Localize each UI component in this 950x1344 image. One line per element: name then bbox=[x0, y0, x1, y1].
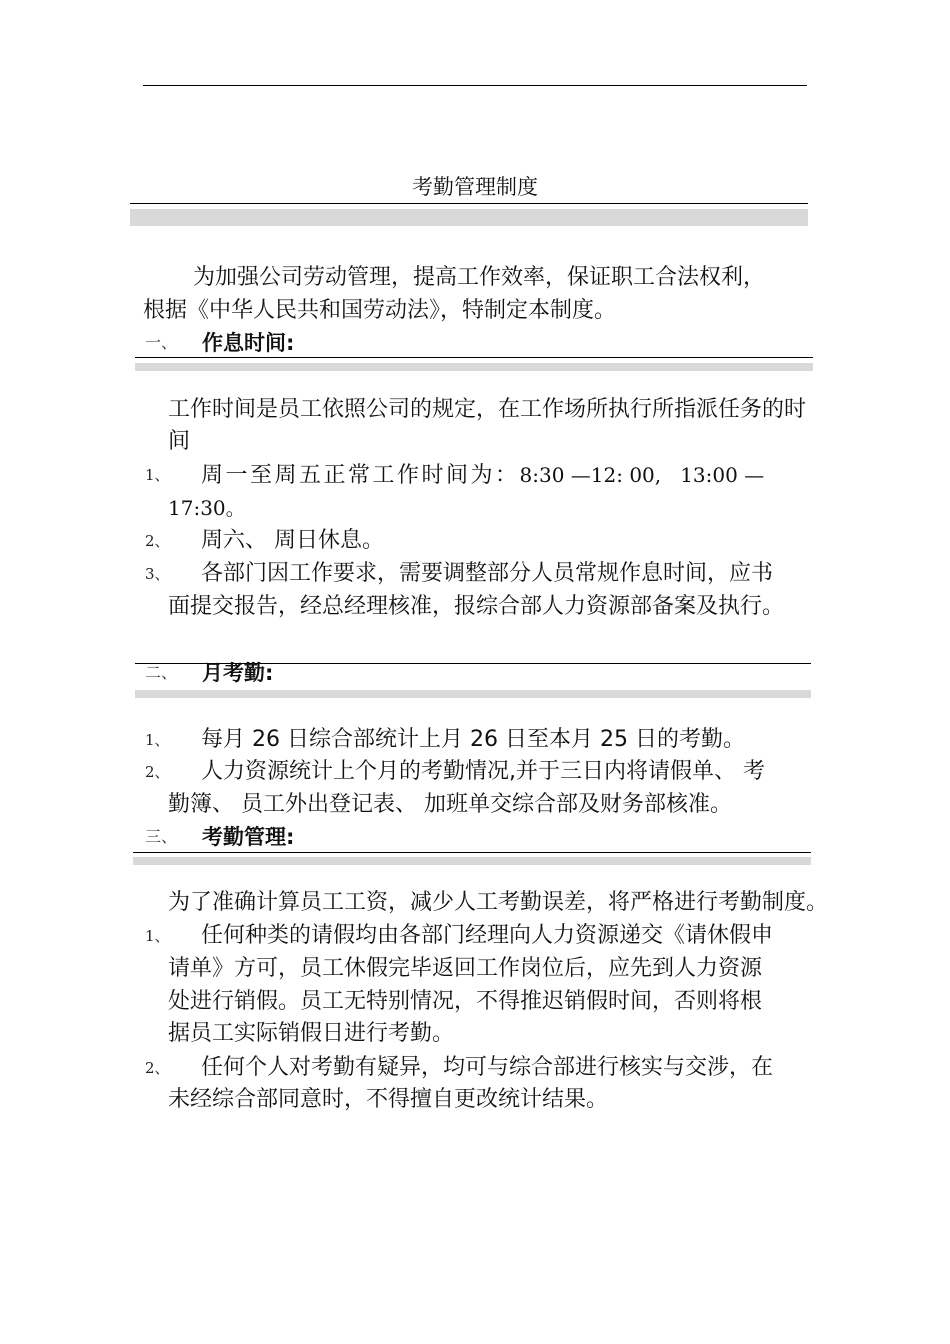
section-3-item-2-line-2: 未经综合部同意时，不得擅自更改统计结果。 bbox=[168, 1087, 609, 1112]
section-1-item-1-line-1 bbox=[201, 459, 764, 492]
section-1-item-1-line-2: 17:30。 bbox=[168, 496, 246, 520]
section-2-shade-bar bbox=[135, 690, 811, 698]
intro-line-2: 根据《中华人民共和国劳动法》，特制定本制度。 bbox=[143, 298, 617, 323]
section-1-shade-bar bbox=[135, 363, 813, 371]
title-rule bbox=[130, 203, 808, 204]
section-3-desc: 为了准确计算员工工资，减少人工考勤误差，将严格进行考勤制度。 bbox=[168, 890, 829, 915]
section-1-item-3-number: 3、 bbox=[145, 565, 170, 583]
section-1-item-1-number: 1、 bbox=[145, 466, 170, 484]
section-1-rule bbox=[135, 357, 813, 358]
section-2-number: 二、 bbox=[145, 663, 178, 682]
section-1-desc-line-2: 间 bbox=[168, 429, 191, 454]
section-3-item-1-line-2: 请单》方可，员工休假完毕返回工作岗位后，应先到人力资源 bbox=[168, 956, 763, 981]
title-shade-bar bbox=[130, 209, 808, 226]
section-1-heading: 作息时间: bbox=[202, 331, 295, 355]
section-1-item-1-times: 8:30 —12: 00, 13:00 — bbox=[519, 463, 765, 487]
document-title: 考勤管理制度 bbox=[412, 175, 538, 199]
header-rule bbox=[143, 85, 807, 86]
section-3-heading: 考勤管理: bbox=[202, 825, 295, 849]
section-1-desc-line-1: 工作时间是员工依照公司的规定，在工作场所执行所指派任务的时 bbox=[168, 397, 807, 422]
section-3-item-2-line-1: 任何个人对考勤有疑异，均可与综合部进行核实与交涉，在 bbox=[201, 1055, 774, 1080]
section-1-item-3-line-1: 各部门因工作要求，需要调整部分人员常规作息时间，应书 bbox=[201, 561, 774, 586]
section-3-rule bbox=[133, 852, 811, 853]
section-1-item-2-line-1: 周六、 周日休息。 bbox=[201, 528, 384, 553]
section-2-item-2-number: 2、 bbox=[145, 763, 170, 781]
intro-line-1: 为加强公司劳动管理，提高工作效率，保证职工合法权利， bbox=[193, 265, 766, 290]
section-2-item-1-line-1: 每月 26 日综合部统计上月 26 日至本月 25 日的考勤。 bbox=[201, 727, 745, 752]
section-1-item-3-line-2: 面提交报告，经总经理核准，报综合部人力资源部备案及执行。 bbox=[168, 594, 785, 619]
section-3-item-1-number: 1、 bbox=[145, 927, 170, 945]
section-2-item-2-line-2: 勤簿、 员工外出登记表、 加班单交综合部及财务部核准。 bbox=[168, 792, 732, 817]
section-3-item-1-line-3: 处进行销假。员工无特别情况，不得推迟销假时间，否则将根 bbox=[168, 989, 763, 1014]
section-1-number: 一、 bbox=[145, 333, 178, 352]
section-1-item-1-text: 周一至周五正常工作时间为： bbox=[201, 463, 520, 488]
section-3-number: 三、 bbox=[145, 827, 178, 846]
section-3-item-1-line-4: 据员工实际销假日进行考勤。 bbox=[168, 1021, 455, 1046]
section-2-heading: 月考勤: bbox=[202, 661, 274, 685]
section-2-item-2-line-1: 人力资源统计上个月的考勤情况,并于三日内将请假单、 考 bbox=[201, 759, 765, 784]
section-1-item-2-number: 2、 bbox=[145, 532, 170, 550]
section-2-item-1-number: 1、 bbox=[145, 731, 170, 749]
section-3-shade-bar bbox=[133, 857, 811, 865]
section-3-item-1-line-1: 任何种类的请假均由各部门经理向人力资源递交《请休假申 bbox=[201, 923, 774, 948]
section-3-item-2-number: 2、 bbox=[145, 1059, 170, 1077]
